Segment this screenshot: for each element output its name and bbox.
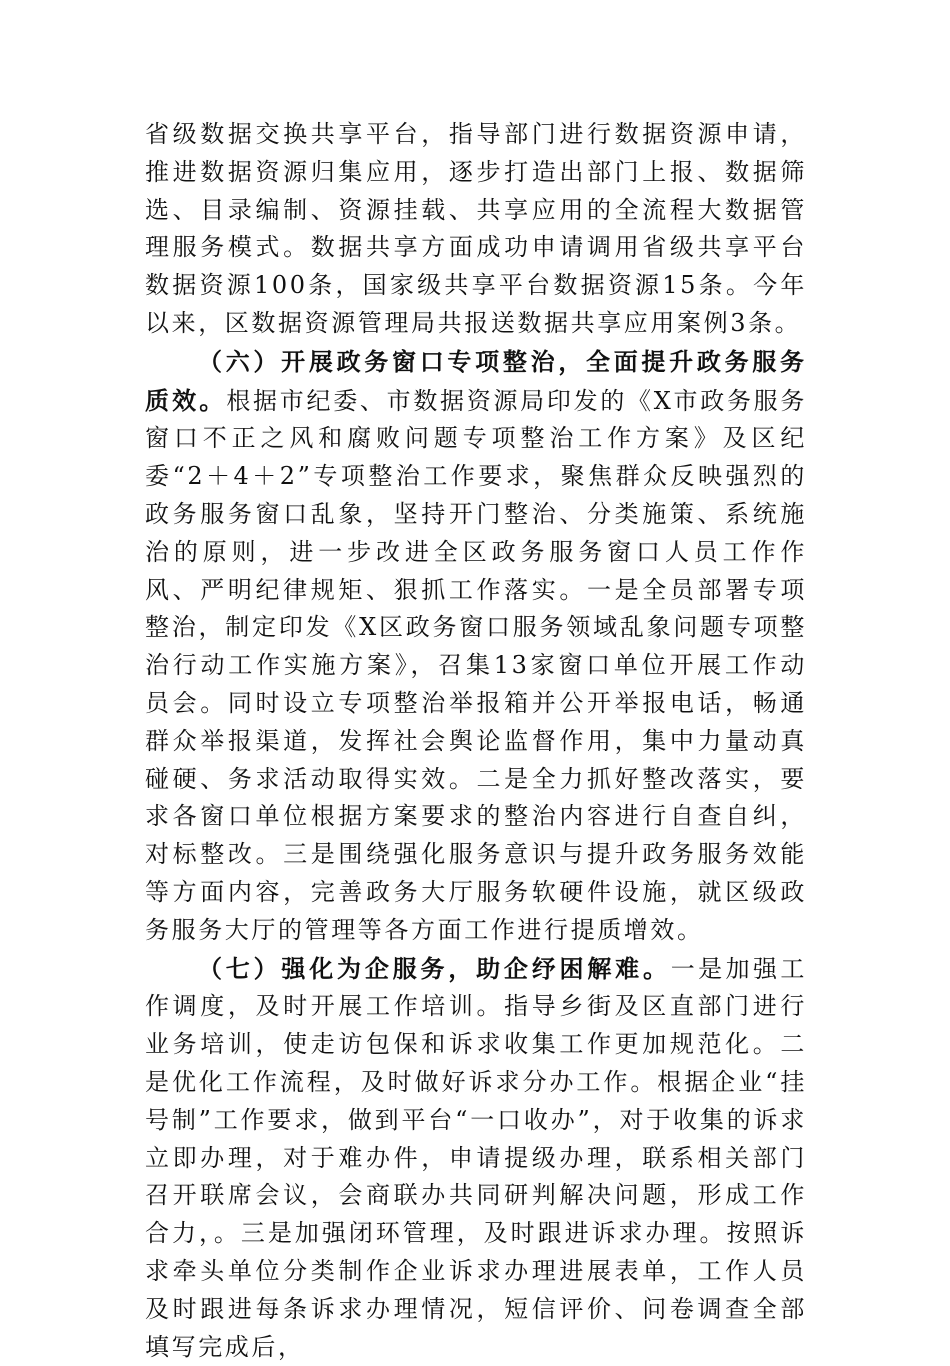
paragraph-text: 根据市纪委、市数据资源局印发的《X市政务服务窗口不正之风和腐败问题专项整治工作方案》及区纪委“2＋4＋2”专项整治工作要求，聚焦群众反映强烈的政务服务窗口乱象，坚持开门整治、分类施策、系统施治的原则，进一步改进全区政务服务窗口人员工作作风、严明纪律规矩、狠抓工作落实。一是全员部署专项整治，制定印发《X区政务窗口服务领域乱象问题专项整治行动工作实施方案》，召集13家窗口单位开展工作动员会。同时设立专项整治举报箱并公开举报电话，畅通群众举报渠道，发挥社会舆论监督作用，集中力量动真碰硬、务求活动取得实效。二是全力抓好整改落实，要求各窗口单位根据方案要求的整治内容进行自查自纠，对标整改。三是围绕强化服务意识与提升政务服务效能等方面内容，完善政务大厅服务软硬件设施，就区级政务服务大厅的管理等各方面工作进行提质增效。 — [145, 386, 807, 944]
paragraph-section-six — [145, 343, 807, 950]
section-heading-seven: （七）强化为企服务，助企纾困解难。 — [198, 953, 671, 983]
paragraph-text: 省级数据交换共享平台，指导部门进行数据资源申请，推进数据资源归集应用，逐步打造出部门上报、数据筛选、目录编制、资源挂载、共享应用的全流程大数据管理服务模式。数据共享方面成功申请调用省级共享平台数据资源100条，国家级共享平台数据资源15条。今年以来，区数据资源管理局共报送数据共享应用案例3条。 — [145, 120, 807, 337]
document-body — [145, 116, 807, 1366]
section-heading-six: （六）开展政务窗口专项整治，全面提升政务服务质效。 — [145, 346, 807, 415]
paragraph-data-sharing — [145, 116, 807, 343]
paragraph-text: 一是加强工作调度，及时开展工作培训。指导乡街及区直部门进行业务培训，使走访包保和诉求收集工作更加规范化。二是优化工作流程，及时做好诉求分办工作。根据企业“挂号制”工作要求，做到平台“一口收办”，对于收集的诉求立即办理，对于难办件，申请提级办理，联系相关部门召开联席会议，会商联办共同研判解决问题，形成工作合力，。三是加强闭环管理，及时跟进诉求办理。按照诉求牵头单位分类制作企业诉求办理进展表单，工作人员及时跟进每条诉求办理情况，短信评价、问卷调查全部填写完成后， — [145, 954, 808, 1361]
paragraph-section-seven — [145, 950, 807, 1366]
